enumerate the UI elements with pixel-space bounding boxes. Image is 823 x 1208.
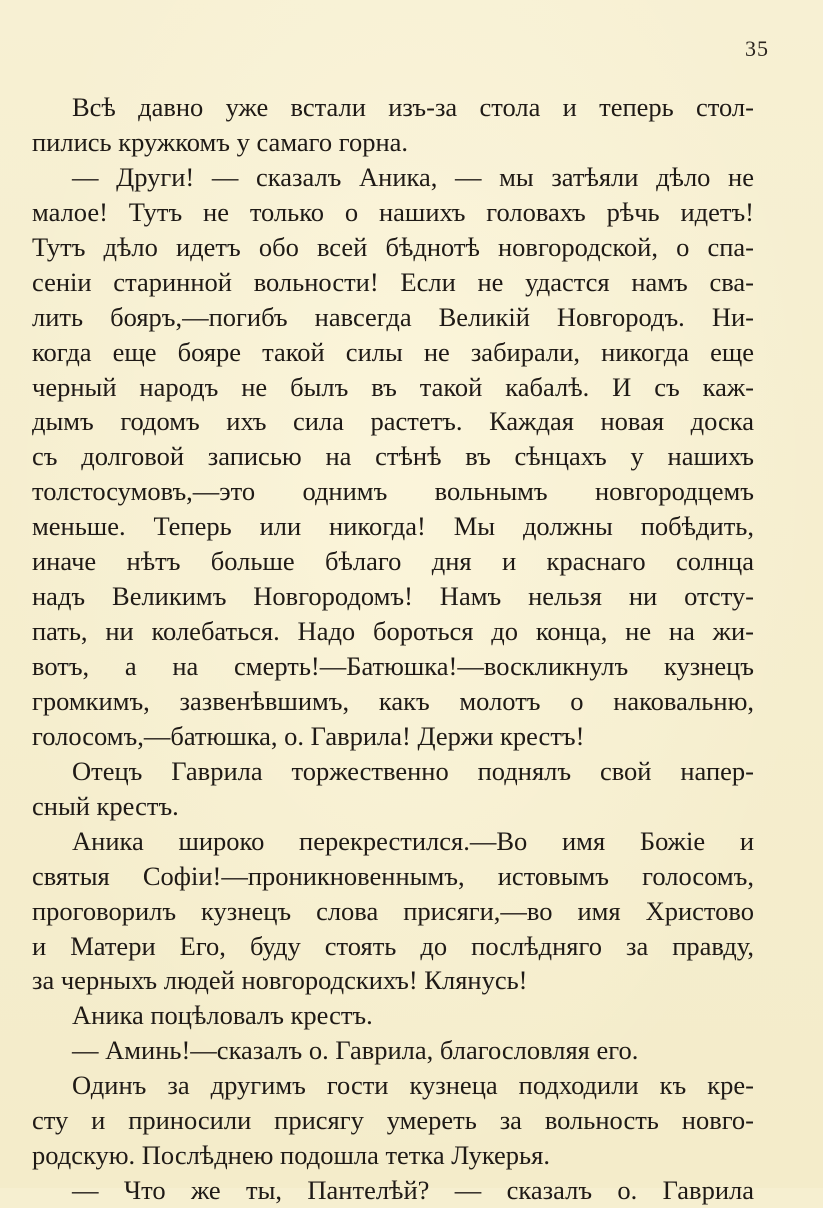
text-line: родскую. Послѣднею подошла тетка Лукерья. xyxy=(32,1140,550,1171)
text-line: Аника широко перекрестился.—Во имя Божіе и xyxy=(72,825,754,856)
text-line: Аника поцѣловалъ крестъ. xyxy=(72,1000,373,1031)
text-line: святыя Софіи!—проникновеннымъ, истовымъ голосомъ, xyxy=(32,860,754,891)
text-line: вотъ, а на смерть!—Батюшка!—воскликнулъ кузнецъ xyxy=(32,651,754,681)
text-line: Одинъ за другимъ гости кузнеца подходили къ кре- xyxy=(72,1070,754,1101)
text-line: Всѣ давно уже встали изъ-за стола и теперь стол- xyxy=(72,92,754,122)
text-line: черный народъ не былъ въ такой кабалѣ. И съ каж- xyxy=(32,371,754,402)
text-line: пать, ни колебаться. Надо бороться до конца, не на жи- xyxy=(32,616,754,647)
text-line: дымъ годомъ ихъ сила растетъ. Каждая новая доска xyxy=(32,406,754,437)
text-line: съ долговой записью на стѣнѣ въ сѣнцахъ у нашихъ xyxy=(32,441,754,472)
body-text xyxy=(32,90,754,1208)
text-line: сеніи старинной вольности! Если не удастся намъ сва- xyxy=(32,266,754,297)
page-number: 35 xyxy=(745,36,769,61)
text-line: толстосумовъ,—это однимъ вольнымъ новгородцемъ xyxy=(32,476,754,507)
text-line: — Други! — сказалъ Аника, — мы затѣяли дѣло не xyxy=(72,161,754,192)
text-line: когда еще бояре такой силы не забирали, никогда еще xyxy=(32,336,754,367)
text-line: Тутъ дѣло идетъ обо всей бѣднотѣ новгородской, о спа- xyxy=(32,231,754,262)
text-line: — Что же ты, Пантелѣй? — сказалъ о. Гаврила xyxy=(72,1175,754,1206)
text-line: громкимъ, зазвенѣвшимъ, какъ молотъ о наковальню, xyxy=(32,685,754,716)
text-line: Отецъ Гаврила торжественно поднялъ свой напер- xyxy=(72,755,754,786)
text-line: сный крестъ. xyxy=(32,790,179,821)
text-line: меньше. Теперь или никогда! Мы должны побѣдить, xyxy=(32,511,754,542)
text-line: лить бояръ,—погибъ навсегда Великій Новгородъ. Ни- xyxy=(32,301,754,332)
text-line: малое! Тутъ не только о нашихъ головахъ рѣчь идетъ! xyxy=(32,196,754,227)
text-line: надъ Великимъ Новгородомъ! Намъ нельзя ни отсту- xyxy=(32,581,754,612)
text-line: — Аминь!—сказалъ о. Гаврила, благословляя его. xyxy=(72,1035,639,1066)
text-line: сту и приносили присягу умереть за вольность новго- xyxy=(32,1105,754,1136)
text-line: и Матери Его, буду стоять до послѣдняго за правду, xyxy=(32,930,754,961)
text-line: проговорилъ кузнецъ слова присяги,—во имя Христово xyxy=(32,895,754,926)
text-line: за черныхъ людей новгородскихъ! Клянусь! xyxy=(32,965,528,996)
text-line: пились кружкомъ у самаго горна. xyxy=(32,126,409,157)
text-line: иначе нѣтъ больше бѣлаго дня и краснаго солнца xyxy=(32,546,754,577)
text-line: голосомъ,—батюшка, о. Гаврила! Держи крестъ! xyxy=(32,720,585,751)
